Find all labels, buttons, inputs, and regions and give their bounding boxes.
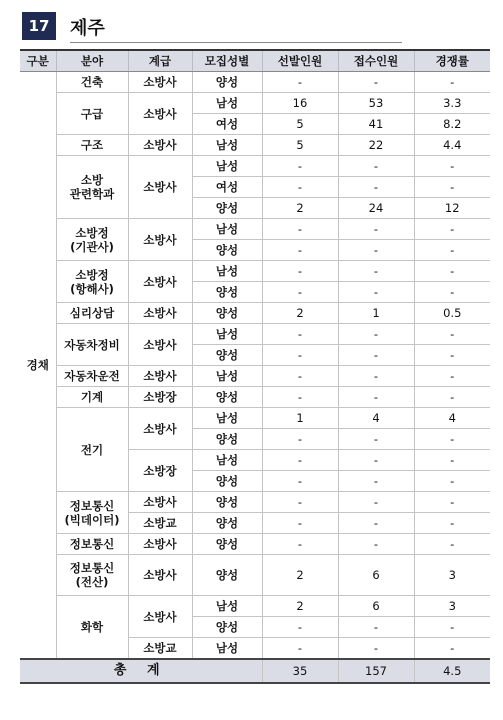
grade-cell: 소방사 [128,156,192,219]
field-cell: 심리상담 [56,303,128,324]
selected-cell: 2 [262,303,338,324]
grade-cell: 소방사 [128,261,192,303]
selected-cell: - [262,261,338,282]
selected-cell: - [262,387,338,408]
rate-cell: - [414,471,490,492]
gender-cell: 양성 [192,617,262,638]
rate-cell: 4 [414,408,490,429]
section-header [22,12,492,42]
rate-cell: - [414,345,490,366]
field-cell: 건축 [56,72,128,93]
rate-cell: - [414,240,490,261]
grade-cell: 소방사 [128,93,192,135]
applied-cell: 4 [338,408,414,429]
applied-cell: 6 [338,596,414,617]
field-line: (빅데이터) [64,512,120,527]
gender-cell: 남성 [192,261,262,282]
grade-cell: 소방장 [128,450,192,492]
column-header: 계급 [128,50,192,72]
applied-cell: - [338,282,414,303]
field-line: 소방 [80,173,104,187]
applied-cell: - [338,387,414,408]
rate-cell: - [414,261,490,282]
rate-cell: 3 [414,596,490,617]
selected-cell: - [262,366,338,387]
grade-cell: 소방사 [128,219,192,261]
selected-cell: - [262,72,338,93]
field-cell [56,219,128,261]
gender-cell: 양성 [192,513,262,534]
gender-cell: 남성 [192,135,262,156]
table-header-row [20,50,490,72]
selected-cell: - [262,617,338,638]
selected-cell: - [262,492,338,513]
grade-cell: 소방사 [128,492,192,513]
table-row [20,219,490,240]
applied-cell: - [338,471,414,492]
rate-cell: - [414,177,490,198]
column-header: 선발인원 [262,50,338,72]
applied-cell: - [338,366,414,387]
selected-cell: - [262,240,338,261]
selected-cell: 2 [262,198,338,219]
table-row [20,408,490,429]
total-rate: 4.5 [414,659,490,683]
rate-cell: 12 [414,198,490,219]
rate-cell: 4.4 [414,135,490,156]
table-row [20,596,490,617]
gender-cell: 남성 [192,219,262,240]
rate-cell: - [414,534,490,555]
applied-cell: - [338,177,414,198]
selected-cell: - [262,638,338,660]
selected-cell: - [262,156,338,177]
selected-cell: - [262,450,338,471]
table-row [20,303,490,324]
field-cell [56,555,128,596]
table-row [20,387,490,408]
grade-cell: 소방사 [128,555,192,596]
grade-cell: 소방사 [128,366,192,387]
selected-cell: 16 [262,93,338,114]
column-header: 구분 [20,50,56,72]
field-cell: 자동차정비 [56,324,128,366]
gender-cell: 여성 [192,114,262,135]
rate-cell: - [414,72,490,93]
column-header: 경쟁률 [414,50,490,72]
applied-cell: 24 [338,198,414,219]
applied-cell: 41 [338,114,414,135]
gender-cell: 남성 [192,366,262,387]
rate-cell: - [414,429,490,450]
rate-cell: - [414,366,490,387]
category-cell: 경채 [20,72,56,660]
rate-cell: - [414,450,490,471]
field-line: 소방정 [75,225,109,240]
field-cell: 구급 [56,93,128,135]
field-cell [56,492,128,534]
applied-cell: 53 [338,93,414,114]
gender-cell: 남성 [192,596,262,617]
gender-cell: 양성 [192,555,262,596]
column-header: 모집성별 [192,50,262,72]
applied-cell: 1 [338,303,414,324]
rate-cell: 3 [414,555,490,596]
selected-cell: 5 [262,135,338,156]
rate-cell: - [414,617,490,638]
rate-cell: 3.3 [414,93,490,114]
table-row [20,324,490,345]
applied-cell: - [338,638,414,660]
rate-cell: - [414,638,490,660]
selected-cell: - [262,219,338,240]
rate-cell: - [414,156,490,177]
gender-cell: 양성 [192,345,262,366]
gender-cell: 남성 [192,93,262,114]
gender-cell: 양성 [192,534,262,555]
selected-cell: - [262,345,338,366]
gender-cell: 양성 [192,303,262,324]
gender-cell: 남성 [192,638,262,660]
field-cell [56,261,128,303]
gender-cell: 양성 [192,387,262,408]
rate-cell: - [414,324,490,345]
field-cell: 정보통신 [56,534,128,555]
grade-cell: 소방사 [128,408,192,450]
grade-cell: 소방사 [128,303,192,324]
grade-cell: 소방사 [128,596,192,638]
applied-cell: - [338,345,414,366]
gender-cell: 남성 [192,324,262,345]
rate-cell: 8.2 [414,114,490,135]
applied-cell: - [338,492,414,513]
total-selected: 35 [262,659,338,683]
field-cell: 자동차운전 [56,366,128,387]
gender-cell: 양성 [192,72,262,93]
table-row [20,156,490,177]
table-row [20,534,490,555]
applied-cell: - [338,72,414,93]
selected-cell: - [262,324,338,345]
field-cell: 기계 [56,387,128,408]
selected-cell: - [262,282,338,303]
field-cell: 전기 [56,408,128,492]
field-line: 정보통신 [69,561,115,575]
field-line: (기관사) [70,239,114,254]
grade-cell: 소방교 [128,638,192,660]
total-label: 총 계 [20,659,262,683]
gender-cell: 양성 [192,471,262,492]
applied-cell: 6 [338,555,414,596]
gender-cell: 남성 [192,408,262,429]
field-cell: 구조 [56,135,128,156]
applied-cell: - [338,156,414,177]
field-line: (항해사) [70,281,114,296]
selected-cell: 2 [262,596,338,617]
gender-cell: 남성 [192,450,262,471]
selected-cell: 2 [262,555,338,596]
selected-cell: - [262,513,338,534]
table-row [20,261,490,282]
rate-cell: - [414,492,490,513]
table-row [20,366,490,387]
field-line: (전산) [75,575,109,589]
applied-cell: - [338,324,414,345]
grade-cell: 소방교 [128,513,192,534]
grade-cell: 소방사 [128,135,192,156]
rate-cell: - [414,387,490,408]
title-underline [70,42,402,43]
rate-cell: - [414,513,490,534]
grade-cell: 소방사 [128,534,192,555]
grade-cell: 소방사 [128,324,192,366]
applied-cell: - [338,513,414,534]
applied-cell: - [338,534,414,555]
selected-cell: - [262,177,338,198]
gender-cell: 양성 [192,198,262,219]
gender-cell: 남성 [192,156,262,177]
column-header: 분야 [56,50,128,72]
gender-cell: 여성 [192,177,262,198]
total-row [20,659,490,683]
section-number-badge: 17 [22,12,56,40]
field-cell [56,156,128,219]
section-title: 제주 [70,18,105,39]
column-header: 접수인원 [338,50,414,72]
applied-cell: - [338,261,414,282]
applied-cell: - [338,429,414,450]
selected-cell: 5 [262,114,338,135]
rate-cell: 0.5 [414,303,490,324]
table-row [20,492,490,513]
gender-cell: 양성 [192,429,262,450]
table-row [20,555,490,596]
field-line: 관련학과 [69,187,115,201]
gender-cell: 양성 [192,492,262,513]
rate-cell: - [414,282,490,303]
table-row [20,93,490,114]
gender-cell: 양성 [192,240,262,261]
applied-cell: - [338,617,414,638]
applied-cell: 22 [338,135,414,156]
selected-cell: - [262,471,338,492]
applied-cell: - [338,450,414,471]
field-cell: 화학 [56,596,128,660]
table-row [20,72,490,93]
total-applied: 157 [338,659,414,683]
field-line: 소방정 [75,267,109,282]
applied-cell: - [338,219,414,240]
grade-cell: 소방장 [128,387,192,408]
field-line: 정보통신 [69,498,115,513]
gender-cell: 양성 [192,282,262,303]
table-row [20,135,490,156]
recruitment-table [20,49,490,684]
applied-cell: - [338,240,414,261]
selected-cell: - [262,429,338,450]
rate-cell: - [414,219,490,240]
selected-cell: - [262,534,338,555]
grade-cell: 소방사 [128,72,192,93]
selected-cell: 1 [262,408,338,429]
